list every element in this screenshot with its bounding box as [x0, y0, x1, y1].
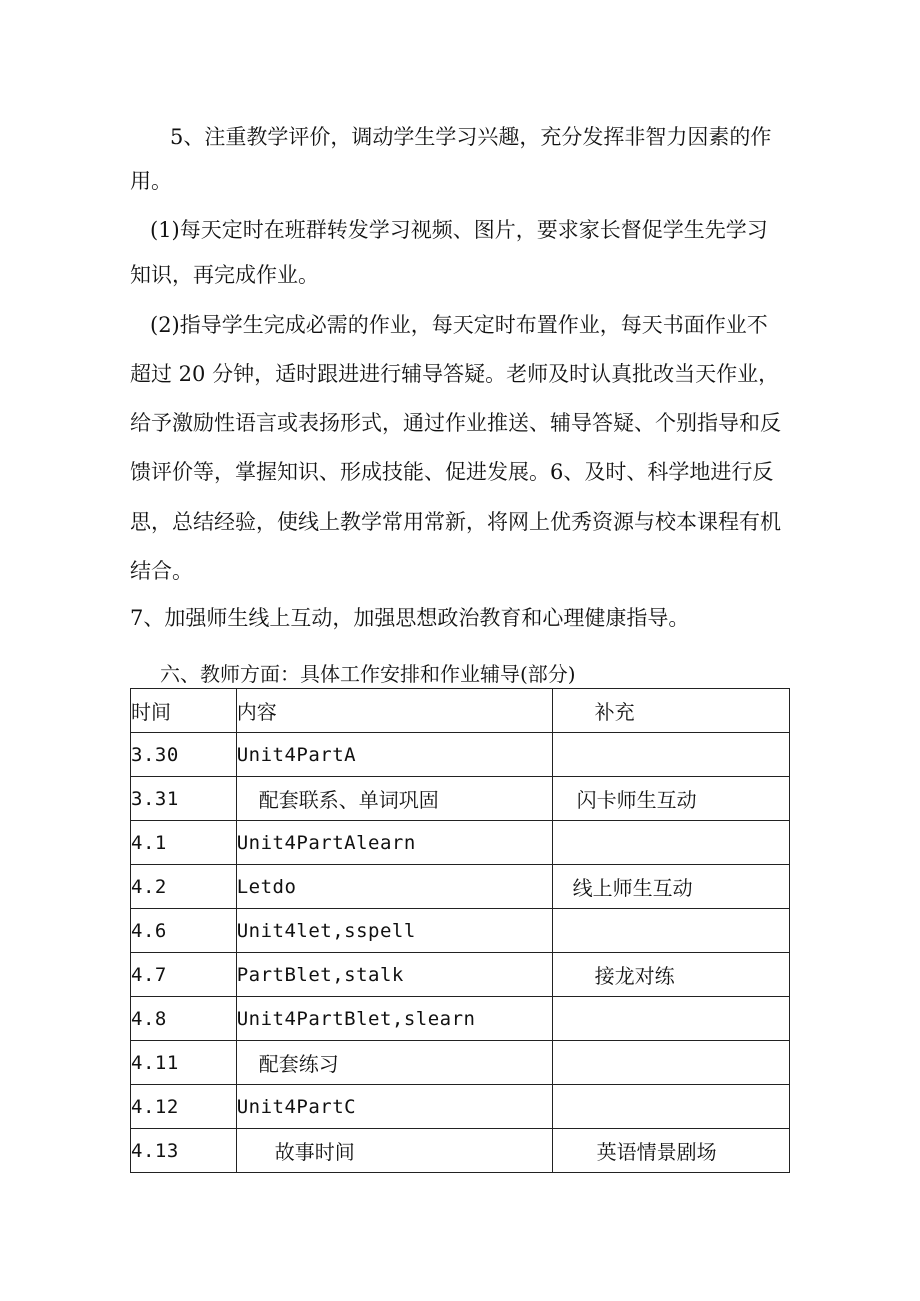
cell-content: Unit4PartC — [236, 1085, 552, 1129]
cell-supplement — [552, 997, 789, 1041]
cell-content: PartBlet,stalk — [236, 953, 552, 997]
paragraph-5-2-line-3: 给予激励性语言或表扬形式，通过作业推送、辅导答疑、个别指导和反 — [130, 411, 781, 435]
cell-time: 4.7 — [131, 953, 237, 997]
header-supplement: 补充 — [552, 689, 789, 733]
cell-content: Unit4PartBlet,slearn — [236, 997, 552, 1041]
table-row — [131, 777, 790, 821]
paragraph-5-line-1: 5、注重教学评价，调动学生学习兴趣，充分发挥非智力因素的作 — [170, 125, 772, 149]
cell-time: 4.6 — [131, 909, 237, 953]
cell-content: Unit4PartA — [236, 733, 552, 777]
cell-content: Letdo — [236, 865, 552, 909]
cell-content: Unit4PartAlearn — [236, 821, 552, 865]
cell-supplement: 线上师生互动 — [552, 865, 789, 909]
cell-supplement — [552, 1085, 789, 1129]
paragraph-5-2-line-1: (2)指导学生完成必需的作业，每天定时布置作业，每天书面作业不 — [150, 313, 768, 337]
section-title: 六、教师方面：具体工作安排和作业辅导(部分) — [160, 662, 576, 686]
table-header-row — [131, 689, 790, 733]
cell-time: 3.31 — [131, 777, 237, 821]
paragraph-5-2-line-4: 馈评价等，掌握知识、形成技能、促进发展。6、及时、科学地进行反 — [130, 460, 774, 484]
cell-supplement — [552, 1041, 789, 1085]
cell-time: 4.1 — [131, 821, 237, 865]
cell-time: 3.30 — [131, 733, 237, 777]
cell-time: 4.11 — [131, 1041, 237, 1085]
header-content: 内容 — [236, 689, 552, 733]
paragraph-5-2-line-6: 结合。 — [130, 559, 193, 583]
cell-time: 4.2 — [131, 865, 237, 909]
cell-supplement: 英语情景剧场 — [552, 1129, 789, 1173]
table-row — [131, 865, 790, 909]
cell-time: 4.12 — [131, 1085, 237, 1129]
cell-content: 配套练习 — [236, 1041, 552, 1085]
cell-content: 配套联系、单词巩固 — [236, 777, 552, 821]
table-row — [131, 1129, 790, 1173]
table-row — [131, 953, 790, 997]
table-row — [131, 733, 790, 777]
cell-supplement — [552, 821, 789, 865]
paragraph-5-line-2: 用。 — [130, 169, 172, 193]
cell-supplement: 闪卡师生互动 — [552, 777, 789, 821]
cell-supplement: 接龙对练 — [552, 953, 789, 997]
table-row — [131, 821, 790, 865]
cell-content: 故事时间 — [236, 1129, 552, 1173]
schedule-table — [130, 688, 790, 1173]
paragraph-5-1-line-1: (1)每天定时在班群转发学习视频、图片，要求家长督促学生先学习 — [150, 218, 768, 242]
table-row — [131, 997, 790, 1041]
paragraph-5-1-line-2: 知识，再完成作业。 — [130, 263, 319, 287]
table-row — [131, 909, 790, 953]
cell-supplement — [552, 733, 789, 777]
cell-time: 4.13 — [131, 1129, 237, 1173]
paragraph-5-2-line-2: 超过 20 分钟，适时跟进进行辅导答疑。老师及时认真批改当天作业， — [130, 362, 780, 386]
paragraph-5-2-line-5: 思，总结经验，使线上教学常用常新，将网上优秀资源与校本课程有机 — [130, 510, 781, 534]
cell-supplement — [552, 909, 789, 953]
table-row — [131, 1085, 790, 1129]
cell-content: Unit4let,sspell — [236, 909, 552, 953]
header-time: 时间 — [131, 689, 237, 733]
table-row — [131, 1041, 790, 1085]
cell-time: 4.8 — [131, 997, 237, 1041]
paragraph-7: 7、加强师生线上互动，加强思想政治教育和心理健康指导。 — [130, 606, 690, 630]
